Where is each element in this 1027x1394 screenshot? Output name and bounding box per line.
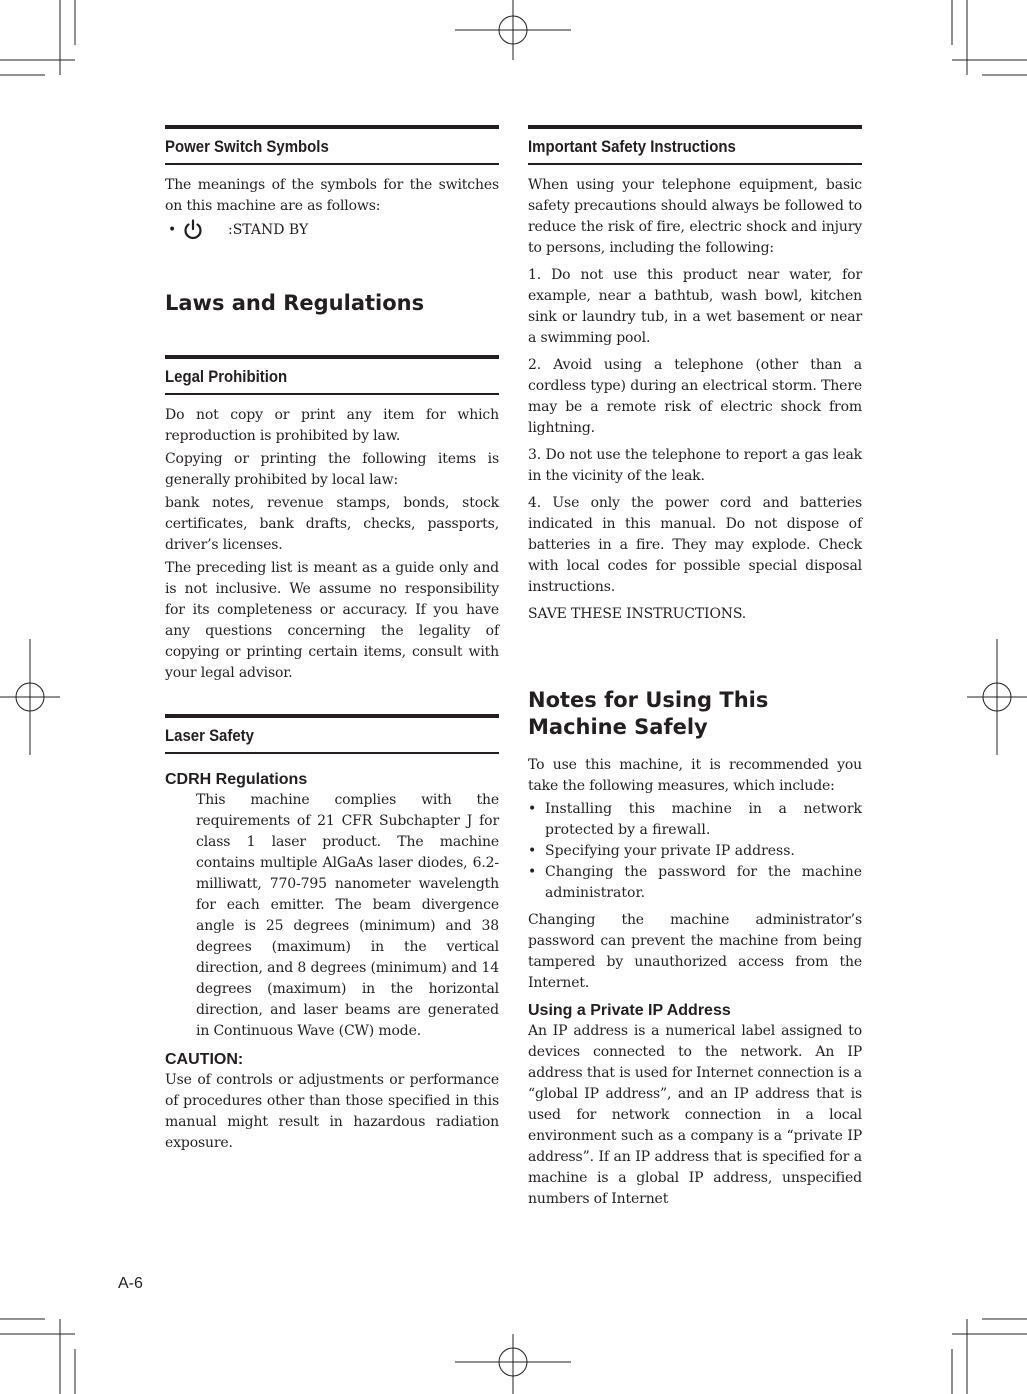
page-number: A-6	[118, 1275, 143, 1292]
bullet-text: Changing the password for the machine administrator.	[545, 864, 862, 901]
power-icon	[182, 219, 204, 241]
notes-p2: Changing the machine administrator’s password can prevent the machine from being tampered by unauthorized access from the Internet.	[528, 912, 862, 991]
section-header-laser	[165, 714, 499, 754]
cdrh-title: CDRH Regulations	[165, 771, 308, 788]
bullet: •	[528, 843, 537, 859]
ip-text: An IP address is a numerical label assigned to devices connected to the network. An IP address that is used for Internet connection is a “global IP address”, and an IP address that is used for network connection in a local environment such as a company is a “private IP address”. If an IP address that is specified for a machine is a global IP address, unspecified numbers of Internet	[528, 1023, 862, 1207]
bullet: •	[528, 864, 537, 880]
notes-intro: To use this machine, it is recommended you take the following measures, which include:	[528, 757, 862, 794]
section-header-legal	[165, 355, 499, 395]
safety-intro: When using your telephone equipment, basic safety precautions should always be followed to reduce the risk of fire, electric shock and injury to persons, including the following:	[528, 177, 862, 256]
bullet-text: Specifying your private IP address.	[545, 843, 795, 859]
legal-p4: The preceding list is meant as a guide only and is not inclusive. We assume no responsibility for its completeness or accuracy. If you have any questions concerning the legality of copying or printing certain items, consult with your legal advisor.	[165, 560, 499, 681]
list-item	[528, 799, 862, 841]
cdrh-text: This machine complies with the requirements of 21 CFR Subchapter J for class 1 laser product. The machine contains multiple AlGaAs laser diodes, 6.2-milliwatt, 770-795 nanometer wavelength for each emitter. The beam divergence angle is 25 degrees (minimum) and 38 degrees (maximum) in the vertical direction, and 8 degrees (minimum) and 14 degrees (maximum) in the horizontal direction, and laser beams are generated in Continuous Wave (CW) mode.	[196, 792, 499, 1039]
legal-p1: Do not copy or print any item for which reproduction is prohibited by law.	[165, 407, 499, 444]
section-header-power-switch	[165, 125, 499, 165]
section-title: Laser Safety	[165, 726, 254, 745]
caution-text: Use of controls or adjustments or performance of procedures other than those specified in this manual might result in hazardous radiation exposure.	[165, 1072, 499, 1151]
left-column	[165, 125, 499, 1156]
safety-item-3: 3. Do not use the telephone to report a gas leak in the vicinity of the leak.	[528, 447, 862, 484]
caution-title: CAUTION:	[165, 1051, 244, 1068]
ip-title: Using a Private IP Address	[528, 1002, 731, 1019]
list-item	[528, 841, 862, 862]
laws-title: Laws and Regulations	[165, 291, 425, 315]
safety-save: SAVE THESE INSTRUCTIONS.	[528, 606, 747, 622]
safety-item-4: 4. Use only the power cord and batteries indicated in this manual. Do not dispose of batteries in a fire. They may explode. Check with local codes for possible special disposal instructions.	[528, 495, 862, 595]
safety-item-1: 1. Do not use this product near water, for example, near a bathtub, wash bowl, kitchen sink or laundry tub, in a wet basement or near a swimming pool.	[528, 267, 862, 346]
safety-item-2: 2. Avoid using a telephone (other than a cordless type) during an electrical storm. There may be a remote risk of electric shock from lightning.	[528, 357, 862, 436]
section-title: Legal Prohibition	[165, 367, 288, 386]
list-item	[528, 862, 862, 904]
legal-p2: Copying or printing the following items is generally prohibited by local law:	[165, 451, 499, 488]
right-column	[528, 125, 862, 1212]
section-title: Important Safety Instructions	[528, 137, 736, 156]
section-header-safety	[528, 125, 862, 165]
standby-label: :STAND BY	[228, 221, 309, 238]
bullet: •	[528, 801, 537, 817]
power-intro: The meanings of the symbols for the switches on this machine are as follows:	[165, 177, 499, 214]
standby-item	[165, 219, 499, 241]
legal-p3: bank notes, revenue stamps, bonds, stock certificates, bank drafts, checks, passports, driver’s licenses.	[165, 495, 499, 553]
section-title: Power Switch Symbols	[165, 137, 329, 156]
notes-title: Notes for Using This Machine Safely	[528, 688, 769, 739]
bullet-text: Installing this machine in a network protected by a firewall.	[545, 801, 862, 838]
bullet: •	[168, 221, 177, 238]
